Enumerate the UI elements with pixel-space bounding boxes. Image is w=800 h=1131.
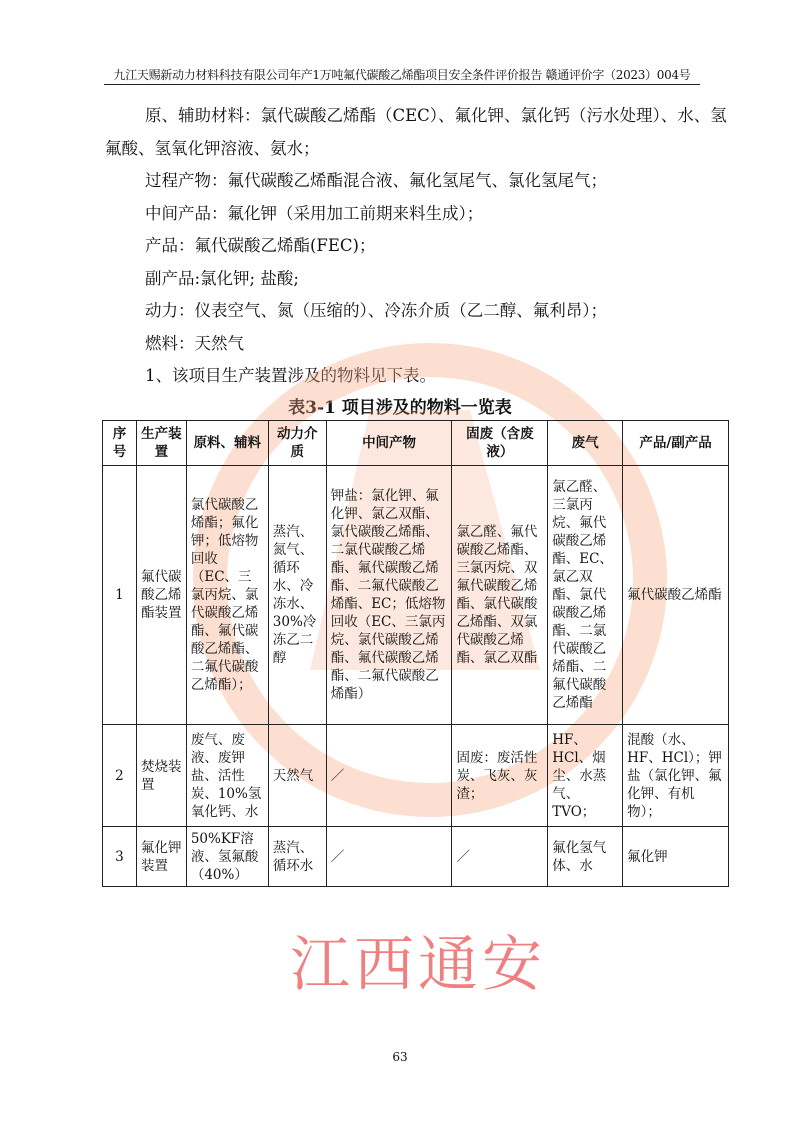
cell: 3 xyxy=(103,827,137,887)
cell: 废气、废液、废钾盐、活性炭、10%氢氧化钙、水 xyxy=(186,725,268,827)
table-header-row xyxy=(103,421,729,466)
table-title: 表3-1 项目涉及的物料一览表 xyxy=(288,398,512,418)
cell: 氯乙醛、三氯丙烷、氟代碳酸乙烯酯、EC、氯乙双酯、氯代碳酸乙烯酯、二氯代碳酸乙烯酯、二氟代碳酸乙烯酯 xyxy=(548,466,623,725)
paragraph: 动力：仪表空气、氮（压缩的）、冷冻介质（乙二醇、氟利昂）； xyxy=(145,301,607,320)
cell: 1 xyxy=(103,466,137,725)
cell: 氟化钾装置 xyxy=(136,827,186,887)
cell: ／ xyxy=(326,725,452,827)
cell: 氟化钾 xyxy=(623,827,729,887)
table-row xyxy=(103,827,729,887)
cell: 天然气 xyxy=(268,725,326,827)
cell: ／ xyxy=(326,827,452,887)
paragraph: 过程产物：氟代碳酸乙烯酯混合液、氟化氢尾气、氯化氢尾气； xyxy=(145,171,607,190)
paragraph: 产品：氟代碳酸乙烯酯(FEC)； xyxy=(145,236,376,255)
page-number: 63 xyxy=(392,1050,408,1064)
header-cell: 产品/副产品 xyxy=(623,421,729,466)
paragraph: 副产品:氯化钾; 盐酸; xyxy=(145,268,299,288)
header-cell: 中间产物 xyxy=(326,421,452,466)
paragraph: 燃料：天然气 xyxy=(145,333,244,353)
cell: 50%KF溶液、氢氟酸（40%） xyxy=(186,827,268,887)
cell: ／ xyxy=(452,827,548,887)
cell: 氯乙醛、氟代碳酸乙烯酯、三氯丙烷、双氟代碳酸乙烯酯、氯代碳酸乙烯酯、双氯代碳酸乙烯酯、氯乙双酯 xyxy=(452,466,548,725)
materials-table xyxy=(102,420,729,887)
paragraph: 原、辅助材料：氯代碳酸乙烯酯（CEC）、氟化钾、氯化钙（污水处理）、水、氢氟酸、氢氧化钾溶液、氨水； xyxy=(105,106,727,158)
cell: 2 xyxy=(103,725,137,827)
header-rule xyxy=(104,84,700,85)
cell: HF、HCl、烟尘、水蒸气、TVO； xyxy=(548,725,623,827)
cell: 氟化氢气体、水 xyxy=(548,827,623,887)
header-cell: 动力介质 xyxy=(268,421,326,466)
table-row xyxy=(103,466,729,725)
cell: 氯代碳酸乙烯酯；氟化钾；低熔物回收（EC、三氯丙烷、氯代碳酸乙烯酯、氟代碳酸乙烯酯、二氟代碳酸乙烯酯）； xyxy=(186,466,268,725)
header-cell: 废气 xyxy=(548,421,623,466)
table-row xyxy=(103,725,729,827)
paragraph: 中间产品：氟化钾（采用加工前期来料生成）； xyxy=(145,203,484,223)
header-cell: 原料、辅料 xyxy=(186,421,268,466)
cell: 固废：废活性炭、飞灰、灰渣； xyxy=(452,725,548,827)
cell: 氟代碳酸乙烯酯装置 xyxy=(136,466,186,725)
cell: 钾盐：氯化钾、氟化钾、氯乙双酯、氯代碳酸乙烯酯、二氯代碳酸乙烯酯、氟代碳酸乙烯酯、二氟代碳酸乙烯酯、EC；低熔物回收（EC、三氯丙烷、氯代碳酸乙烯酯、氟代碳酸乙烯酯、二氟代碳酸乙烯酯） xyxy=(326,466,452,725)
watermark-text: 江西通安 xyxy=(290,930,546,1000)
cell: 焚烧装置 xyxy=(136,725,186,827)
cell: 氟代碳酸乙烯酯 xyxy=(623,466,729,725)
paragraph: 1、该项目生产装置涉及的物料见下表。 xyxy=(145,366,436,385)
header-cell: 序号 xyxy=(103,421,137,466)
header-cell: 固废（含废液） xyxy=(452,421,548,466)
header-cell: 生产装置 xyxy=(136,421,186,466)
running-header: 九江天赐新动力材料科技有限公司年产1万吨氟代碳酸乙烯酯项目安全条件评价报告 赣通评价字（2023）004号 xyxy=(113,68,691,82)
cell: 蒸汽、循环水 xyxy=(268,827,326,887)
body-text xyxy=(105,100,730,393)
cell: 蒸汽、氮气、循环水、冷冻水、30%冷冻乙二醇 xyxy=(268,466,326,725)
cell: 混酸（水、HF、HCl）；钾盐（氯化钾、氟化钾、有机物）； xyxy=(623,725,729,827)
